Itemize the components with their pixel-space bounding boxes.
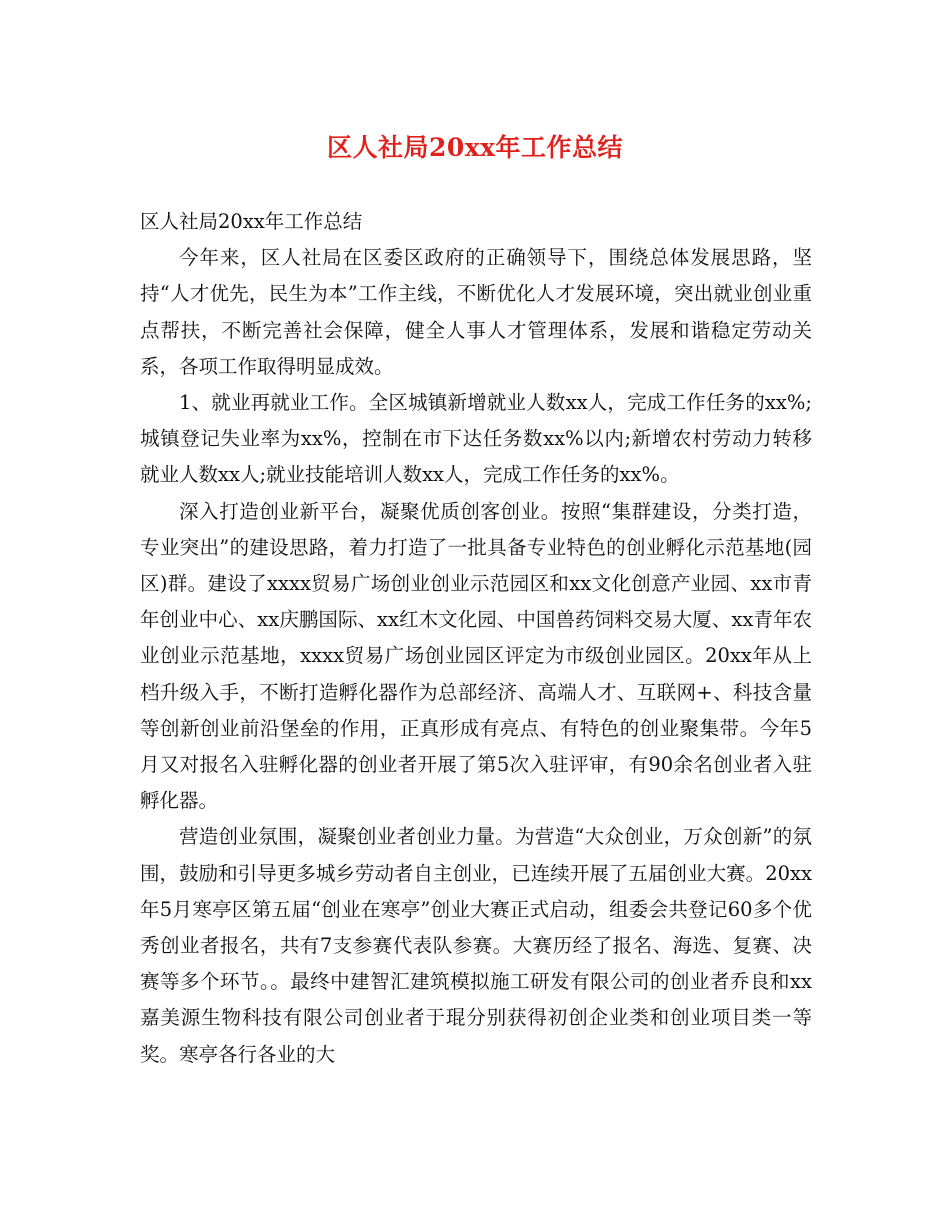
subtitle-line: 区人社局20xx年工作总结: [140, 210, 363, 233]
paragraph-platform: 深入打造创业新平台，凝聚优质创客创业。按照“集群建设，分类打造，专业突出”的建设思路，着力打造了一批具备专业特色的创业孵化示范基地(园区)群。建设了xxxx贸易广场创业创业示范园区和xx文化创意产业园、xx市青年创业中心、xx庆鹏国际、xx红木文化园、中国兽药饲料交易大厦、xx青年农业创业示范基地，xxxx贸易广场创业园区评定为市级创业园区。20xx年从上档升级入手，不断打造孵化器作为总部经济、高端人才、互联网+、科技含量等创新创业前沿堡垒的作用，正真形成有亮点、有特色的创业聚集带。今年5月又对报名入驻孵化器的创业者开展了第5次入驻评审，有90余名创业者入驻孵化器。: [140, 499, 812, 813]
document-title: 区人社局20xx年工作总结: [326, 133, 624, 162]
paragraph-competition: 营造创业氛围，凝聚创业者创业力量。为营造“大众创业，万众创新”的氛围，鼓励和引导更多城乡劳动者自主创业，已连续开展了五届创业大赛。20xx年5月寒亭区第五届“创业在寒亭”创业大赛正式启动，组委会共登记60多个优秀创业者报名，共有7支参赛代表队参赛。大赛历经了报名、海选、复赛、决赛等多个环节。。最终中建智汇建筑模拟施工研发有限公司的创业者乔良和xx嘉美源生物科技有限公司创业者于琨分别获得初创企业类和创业项目类一等奖。寒亭各行各业的大: [140, 825, 812, 1066]
paragraph-employment: 1、就业再就业工作。全区城镇新增就业人数xx人，完成工作任务的xx%;城镇登记失业率为xx%，控制在市下达任务数xx%以内;新增农村劳动力转移就业人数xx人;就业技能培训人数xx人，完成工作任务的xx%。: [140, 391, 812, 487]
paragraph-intro: 今年来，区人社局在区委区政府的正确领导下，围绕总体发展思路，坚持“人才优先，民生为本”工作主线，不断优化人才发展环境，突出就业创业重点帮扶，不断完善社会保障，健全人事人才管理体系，发展和谐稳定劳动关系，各项工作取得明显成效。: [140, 246, 812, 378]
document-body: [140, 204, 812, 1073]
